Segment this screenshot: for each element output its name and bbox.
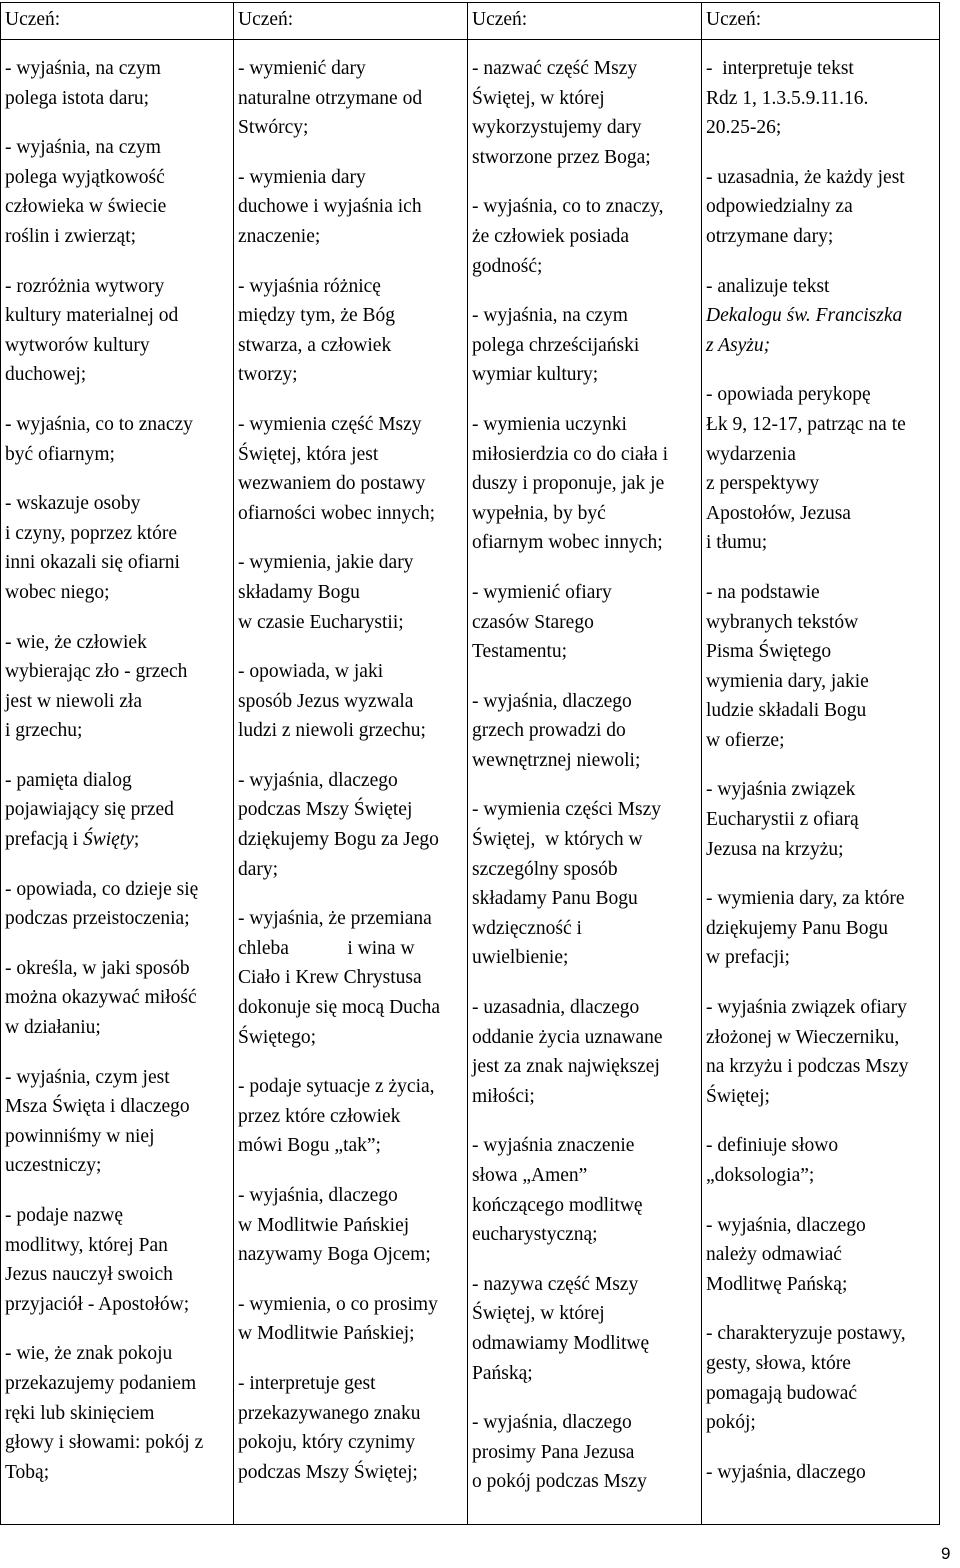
list-item: - wskazuje osoby i czyny, poprzez które inni okazali się ofiarni wobec niego;	[5, 493, 180, 603]
list-item: - wyjaśnia, dlaczego prosimy Pana Jezusa o pokój podczas Mszy	[472, 1412, 647, 1493]
list-item: - interpretuje gest przekazywanego znaku pokoju, który czynimy podczas Mszy Świętej;	[238, 1372, 421, 1483]
list-item: - opowiada, co dzieje się podczas przeistoczenia;	[5, 878, 199, 930]
list-item: - nazywa część Mszy Świętej, w której odmawiamy Modlitwę Pańską;	[472, 1273, 650, 1384]
list-item: - opowiada perykopę Łk 9, 12-17, patrząc na te wydarzenia z perspektywy Apostołów, Jezusa i tłumu;	[706, 384, 906, 554]
content-row	[1, 40, 940, 1525]
list-item: - wyjaśnia, co to znaczy, że człowiek posiada godność;	[472, 196, 664, 277]
list-item: - wyjaśnia, czym jest Msza Święta i dlaczego powinniśmy w niej uczestniczy;	[5, 1066, 190, 1177]
list-item: - wyjaśnia znaczenie słowa „Amen” kończącego modlitwę eucharystyczną;	[472, 1135, 643, 1246]
column-header: Uczeń:	[468, 3, 702, 40]
column-header: Uczeń:	[234, 3, 468, 40]
list-item: - uzasadnia, że każdy jest odpowiedzialny za otrzymane dary;	[706, 166, 905, 247]
list-item: - wyjaśnia, dlaczego grzech prowadzi do wewnętrznej niewoli;	[472, 690, 641, 771]
list-item: - wymienia, o co prosimy w Modlitwie Pańskiej;	[238, 1293, 438, 1345]
list-item: - definiuje słowo „doksologia”;	[706, 1135, 839, 1186]
list-item: - wie, że człowiek wybierając zło - grzech jest w niewoli zła i grzechu;	[5, 631, 188, 742]
list-item: - uzasadnia, dlaczego oddanie życia uznawane jest za znak największej miłości;	[472, 997, 663, 1107]
list-item: - wymienia dary duchowe i wyjaśnia ich znaczenie;	[238, 166, 422, 247]
list-item: - wyjaśnia, co to znaczy być ofiarnym;	[5, 413, 193, 465]
column-2-cell	[234, 40, 468, 1525]
column-1-cell	[1, 40, 234, 1525]
list-item	[706, 272, 937, 361]
list-item-tail: ;	[133, 829, 140, 851]
list-item: - wyjaśnia, dlaczego	[706, 1461, 866, 1483]
list-item: - wyjaśnia, dlaczego należy odmawiać Modlitwę Pańską;	[706, 1214, 866, 1295]
list-item: - charakteryzuje postawy, gesty, słowa, które pomagają budować pokój;	[706, 1323, 906, 1434]
header-row	[1, 3, 940, 40]
list-item: - wyjaśnia, dlaczego w Modlitwie Pańskiej nazywamy Boga Ojcem;	[238, 1185, 431, 1266]
list-item: - wie, że znak pokoju przekazujemy podaniem ręki lub skinięciem głowy i słowami: pokój z Tobą;	[5, 1343, 204, 1483]
list-item: - na podstawie wybranych tekstów Pisma Świętego wymienia dary, jakie ludzie składali Bogu w ofierze;	[706, 581, 869, 751]
list-item: - wyjaśnia związek ofiary złożonej w Wieczerniku, na krzyżu i podczas Mszy Świętej;	[706, 997, 909, 1107]
list-item-text: - pamięta dialog pojawiający się przed prefacją i	[5, 769, 174, 851]
list-item: - wymienia część Mszy Świętej, która jest wezwaniem do postawy ofiarności wobec innych;	[238, 413, 436, 524]
list-item: - interpretuje tekst Rdz 1, 1.3.5.9.11.16. 20.25-26;	[706, 58, 869, 139]
list-item: - nazwać część Mszy Świętej, w której wykorzystujemy dary stworzone przez Boga;	[472, 58, 651, 168]
list-item: - rozróżnia wytwory kultury materialnej od wytworów kultury duchowej;	[5, 275, 179, 386]
list-item: - wyjaśnia związek Eucharystii z ofiarą Jezusa na krzyżu;	[706, 779, 859, 860]
list-item: - wyjaśnia, na czym polega chrześcijański wymiar kultury;	[472, 305, 640, 386]
list-item: - wyjaśnia, dlaczego podczas Mszy Świętej dziękujemy Bogu za Jego dary;	[238, 769, 439, 880]
list-item: - wymienić dary naturalne otrzymane od Stwórcy;	[238, 58, 423, 139]
list-item: - podaje sytuacje z życia, przez które człowiek mówi Bogu „tak”;	[238, 1076, 435, 1157]
list-item: - wyjaśnia, na czym polega wyjątkowość człowieka w świecie roślin i zwierząt;	[5, 137, 167, 247]
column-3-cell	[468, 40, 702, 1525]
list-item: - określa, w jaki sposób można okazywać miłość w działaniu;	[5, 957, 197, 1039]
italic-term: Święty	[82, 829, 134, 851]
column-header: Uczeń:	[1, 3, 234, 40]
list-item: - wyjaśnia, na czym polega istota daru;	[5, 58, 161, 109]
curriculum-table	[0, 2, 940, 1525]
list-item	[5, 766, 231, 855]
list-item: - wymienić ofiary czasów Starego Testamentu;	[472, 581, 612, 663]
page-number: 9	[941, 1544, 951, 1563]
list-item: - wyjaśnia, że przemiana chleba i wina w Ciało i Krew Chrystusa dokonuje się mocą Ducha Świętego;	[238, 908, 440, 1048]
list-item: - wymienia uczynki miłosierdzia co do ciała i duszy i proponuje, jak je wypełnia, by być ofiarnym wobec innych;	[472, 413, 669, 554]
italic-term: Dekalogu św. Franciszka z Asyżu;	[706, 305, 903, 356]
column-4-cell	[702, 40, 940, 1525]
list-item: - wymienia części Mszy Świętej, w których w szczególny sposób składamy Panu Bogu wdzięczność i uwielbienie;	[472, 799, 661, 969]
list-item: - wyjaśnia różnicę między tym, że Bóg stwarza, a człowiek tworzy;	[238, 275, 396, 386]
list-item: - wymienia, jakie dary składamy Bogu w czasie Eucharystii;	[238, 552, 414, 633]
list-item: - opowiada, w jaki sposób Jezus wyzwala ludzi z niewoli grzechu;	[238, 661, 426, 742]
column-header: Uczeń:	[702, 3, 940, 40]
list-item: - podaje nazwę modlitwy, której Pan Jezus nauczył swoich przyjaciół - Apostołów;	[5, 1205, 190, 1315]
list-item: - wymienia dary, za które dziękujemy Panu Bogu w prefacji;	[706, 888, 905, 969]
list-item-text: - analizuje tekst	[706, 275, 830, 297]
